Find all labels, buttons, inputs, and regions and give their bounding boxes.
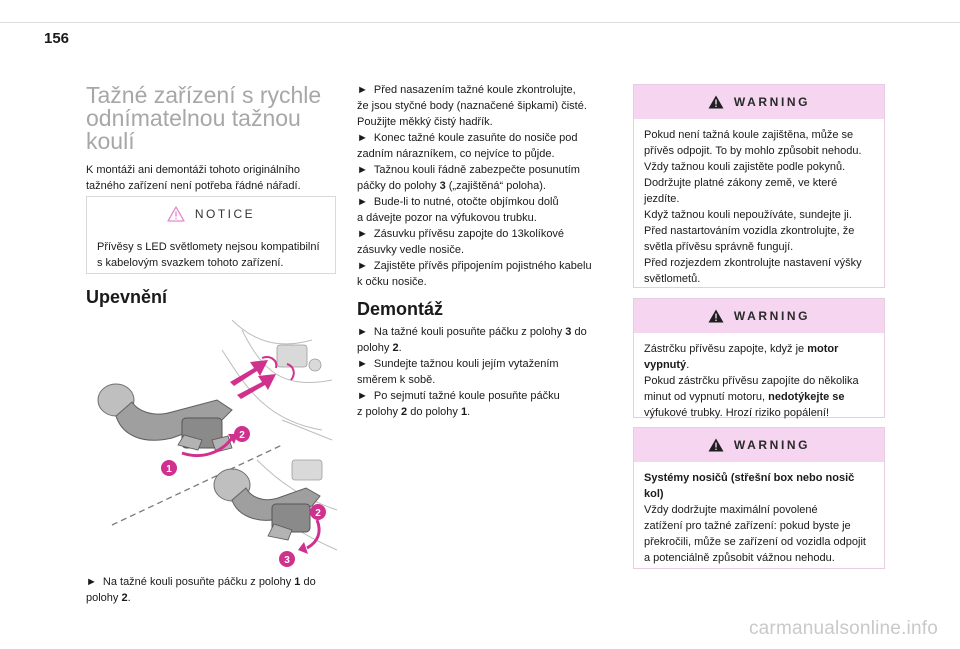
section-title-demontaz: Demontáž — [357, 299, 444, 319]
intro-text: K montáži ani demontáži tohoto originálního tažného zařízení není potřeba řádné nářadí. — [86, 164, 301, 192]
page-number: 156 — [44, 30, 70, 47]
list-item: ► Po sejmutí tažné koule posuňte páčku z polohy 2 do polohy 1. — [357, 390, 560, 418]
bullet-arrow-icon: ► — [357, 164, 368, 176]
towbar-illustration — [82, 310, 340, 572]
warning-body: Pokud není tažná koule zajištěna, může se přívěs odpojit. To by mohlo způsobit nehodu. Vždy tažnou kouli zajistěte podle pokynů. Dodržujte platné zákony země, ve které jezdíte. Když tažnou kouli nepoužíváte, sundejte ji. Před nastartováním vozidla zkontrolujte, že světla přívěsu správně fungují. Před rozjezdem zkontrolujte nastavení výšky světlometů. — [644, 129, 862, 285]
list-item: ► Před nasazením tažné koule zkontrolujte, že jsou styčné body (naznačené šipkami) čisté. Použijte měkký čistý hadřík. — [357, 84, 587, 128]
warning-header — [634, 85, 884, 119]
bullet-arrow-icon: ► — [357, 390, 368, 402]
watermark: carmanualsonline.info — [748, 618, 938, 639]
list-item: ► Konec tažné koule zasuňte do nosiče pod zadním nárazníkem, co nejvíce to půjde. — [357, 132, 578, 160]
warning-header — [634, 428, 884, 462]
warning-triangle-icon — [708, 95, 724, 109]
warning-label: WARNING — [733, 309, 811, 323]
list-item: ► Zásuvku přívěsu zapojte do 13kolíkové zásuvky vedle nosiče. — [357, 228, 565, 256]
bullet-arrow-icon: ► — [357, 358, 368, 370]
notice-label: NOTICE — [194, 207, 256, 221]
figure-caption: ► Na tažné kouli posuňte páčku z polohy 1 do polohy 2. — [86, 576, 316, 604]
svg-text:1: 1 — [166, 464, 172, 475]
warning-label: WARNING — [733, 438, 811, 452]
bullet-arrow-icon: ► — [357, 228, 368, 240]
bullet-arrow-icon: ► — [357, 84, 368, 96]
list-item: ► Zajistěte přívěs připojením pojistného kabelu k očku nosiče. — [357, 260, 592, 288]
list-item: ► Tažnou kouli řádně zabezpečte posunutím páčky do polohy 3 („zajištěná“ poloha). — [357, 164, 580, 192]
list-item: ► Sundejte tažnou kouli jejím vytažením směrem k sobě. — [357, 358, 559, 386]
notice-triangle-icon — [167, 206, 185, 222]
title-line: koulí — [86, 128, 135, 154]
warning-box-2 — [633, 298, 885, 418]
warning-triangle-icon — [708, 309, 724, 323]
warning-box-1 — [633, 84, 885, 288]
svg-text:3: 3 — [284, 555, 290, 566]
bullet-arrow-icon: ► — [357, 196, 368, 208]
warning-header — [634, 299, 884, 333]
svg-text:2: 2 — [239, 430, 245, 441]
warning-triangle-icon — [708, 438, 724, 452]
svg-text:2: 2 — [315, 508, 321, 519]
warning-label: WARNING — [733, 95, 811, 109]
notice-header — [87, 197, 335, 231]
install-steps — [357, 82, 617, 290]
page-title — [86, 84, 336, 153]
list-item: ► Na tažné kouli posuňte páčku z polohy 3 do polohy 2. — [357, 326, 587, 354]
callout-2-bottom — [310, 504, 326, 520]
warning-body: Zástrčku přívěsu zapojte, když je motor vypnutý. Pokud zástrčku přívěsu zapojíte do několika minut od vypnutí motoru, nedotýkejte se výfukové trubky. Hrozí riziko popálení! — [644, 343, 859, 419]
section-title-upevneni: Upevnění — [86, 287, 168, 307]
top-rule — [0, 22, 960, 23]
bullet-arrow-icon: ► — [86, 576, 97, 588]
notice-body: Přívěsy s LED světlomety nejsou kompatibilní s kabelovým svazkem tohoto zařízení. — [97, 241, 320, 269]
bullet-arrow-icon: ► — [357, 326, 368, 338]
removal-steps — [357, 324, 617, 420]
callout-3 — [279, 551, 295, 567]
callout-1 — [161, 460, 177, 476]
warning-body: Systémy nosičů (střešní box nebo nosič kol) Vždy dodržujte maximální povolené zatížení pro tažné zařízení: pokud byste je překročili, může se zařízení od vozidla odpojit a potenciálně způsobit vážnou nehodu. — [644, 472, 866, 564]
bullet-arrow-icon: ► — [357, 260, 368, 272]
warning-box-3 — [633, 427, 885, 569]
notice-box — [86, 196, 336, 274]
title-line: Tažné zařízení s rychle — [86, 82, 322, 108]
title-line: odnímatelnou tažnou — [86, 105, 301, 131]
list-item: ► Bude-li to nutné, otočte objímkou dolů a dávejte pozor na výfukovou trubku. — [357, 196, 559, 224]
bullet-arrow-icon: ► — [357, 132, 368, 144]
callout-2-top — [234, 426, 250, 442]
